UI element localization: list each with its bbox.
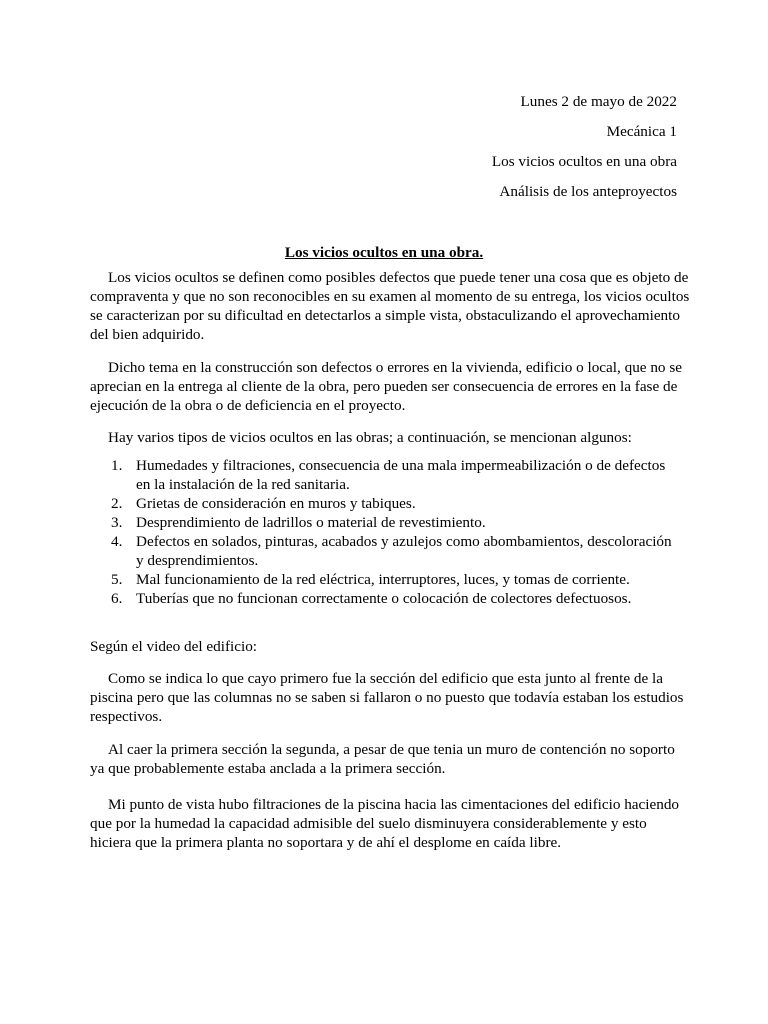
header-course: Mecánica 1 [606, 123, 677, 140]
document-title: Los vicios ocultos en una obra. [284, 244, 484, 261]
list-item [90, 589, 682, 608]
list-item-number: 5. [111, 571, 123, 588]
list-item-text: Defectos en solados, pinturas, acabados y azulejos como abombamientos, descoloración y desprendimientos. [136, 533, 672, 569]
list-item [90, 570, 682, 589]
list-item-number: 2. [111, 495, 123, 512]
paragraph-opinion: Mi punto de vista hubo filtraciones de la piscina hacia las cimentaciones del edificio haciendo que por la humedad la capacidad admisible del suelo disminuyera considerablemente y esto hiciera que la primera planta no soportara y de ahí el desplome en caída libre. [90, 796, 680, 851]
list-item-number: 3. [111, 514, 123, 531]
list-item-text: Tuberías que no funcionan correctamente o colocación de colectores defectuosos. [136, 590, 632, 607]
list-item-text: Mal funcionamiento de la red eléctrica, interruptores, luces, y tomas de corriente. [136, 571, 630, 588]
paragraph-list-intro: Hay varios tipos de vicios ocultos en las obras; a continuación, se mencionan algunos: [108, 429, 632, 446]
paragraph-first-collapse: Como se indica lo que cayo primero fue la sección del edificio que esta junto al frente de la piscina pero que las columnas no se saben si fallaron o no puesto que todavía estaban los estudios respectivos. [90, 670, 684, 725]
list-item [90, 532, 682, 570]
list-item [90, 456, 682, 494]
list-item-text: Humedades y filtraciones, consecuencia de una mala impermeabilización o de defectos en la instalación de la red sanitaria. [136, 457, 666, 493]
list-item-number: 6. [111, 590, 123, 607]
list-item-number: 1. [111, 457, 123, 474]
list-item-number: 4. [111, 533, 123, 550]
list-item [90, 513, 682, 532]
header-date: Lunes 2 de mayo de 2022 [520, 93, 677, 110]
header-topic: Los vicios ocultos en una obra [491, 153, 677, 170]
document-header [492, 92, 677, 212]
header-subject: Análisis de los anteproyectos [499, 183, 677, 200]
list-item-text: Desprendimiento de ladrillos o material de revestimiento. [136, 514, 486, 531]
list-item [90, 494, 682, 513]
paragraph-definition: Los vicios ocultos se definen como posibles defectos que puede tener una cosa que es objeto de compraventa y que no son reconocibles en su examen al momento de su entrega, los vicios ocultos se caracterizan por su dificultad en detectarlos a simple vista, obstaculizando el aprovechamiento del bien adquirido. [90, 269, 690, 343]
paragraph-second-section: Al caer la primera sección la segunda, a pesar de que tenia un muro de contención no soporto ya que probablemente estaba anclada a la primera sección. [90, 741, 675, 777]
list-item-text: Grietas de consideración en muros y tabiques. [136, 495, 416, 512]
defects-list [90, 456, 682, 608]
section-label-video: Según el video del edificio: [90, 638, 258, 655]
paragraph-construction: Dicho tema en la construcción son defectos o errores en la vivienda, edificio o local, que no se aprecian en la entrega al cliente de la obra, pero pueden ser consecuencia de errores en la fase de ejecución de la obra o de deficiencia en el proyecto. [90, 359, 682, 414]
